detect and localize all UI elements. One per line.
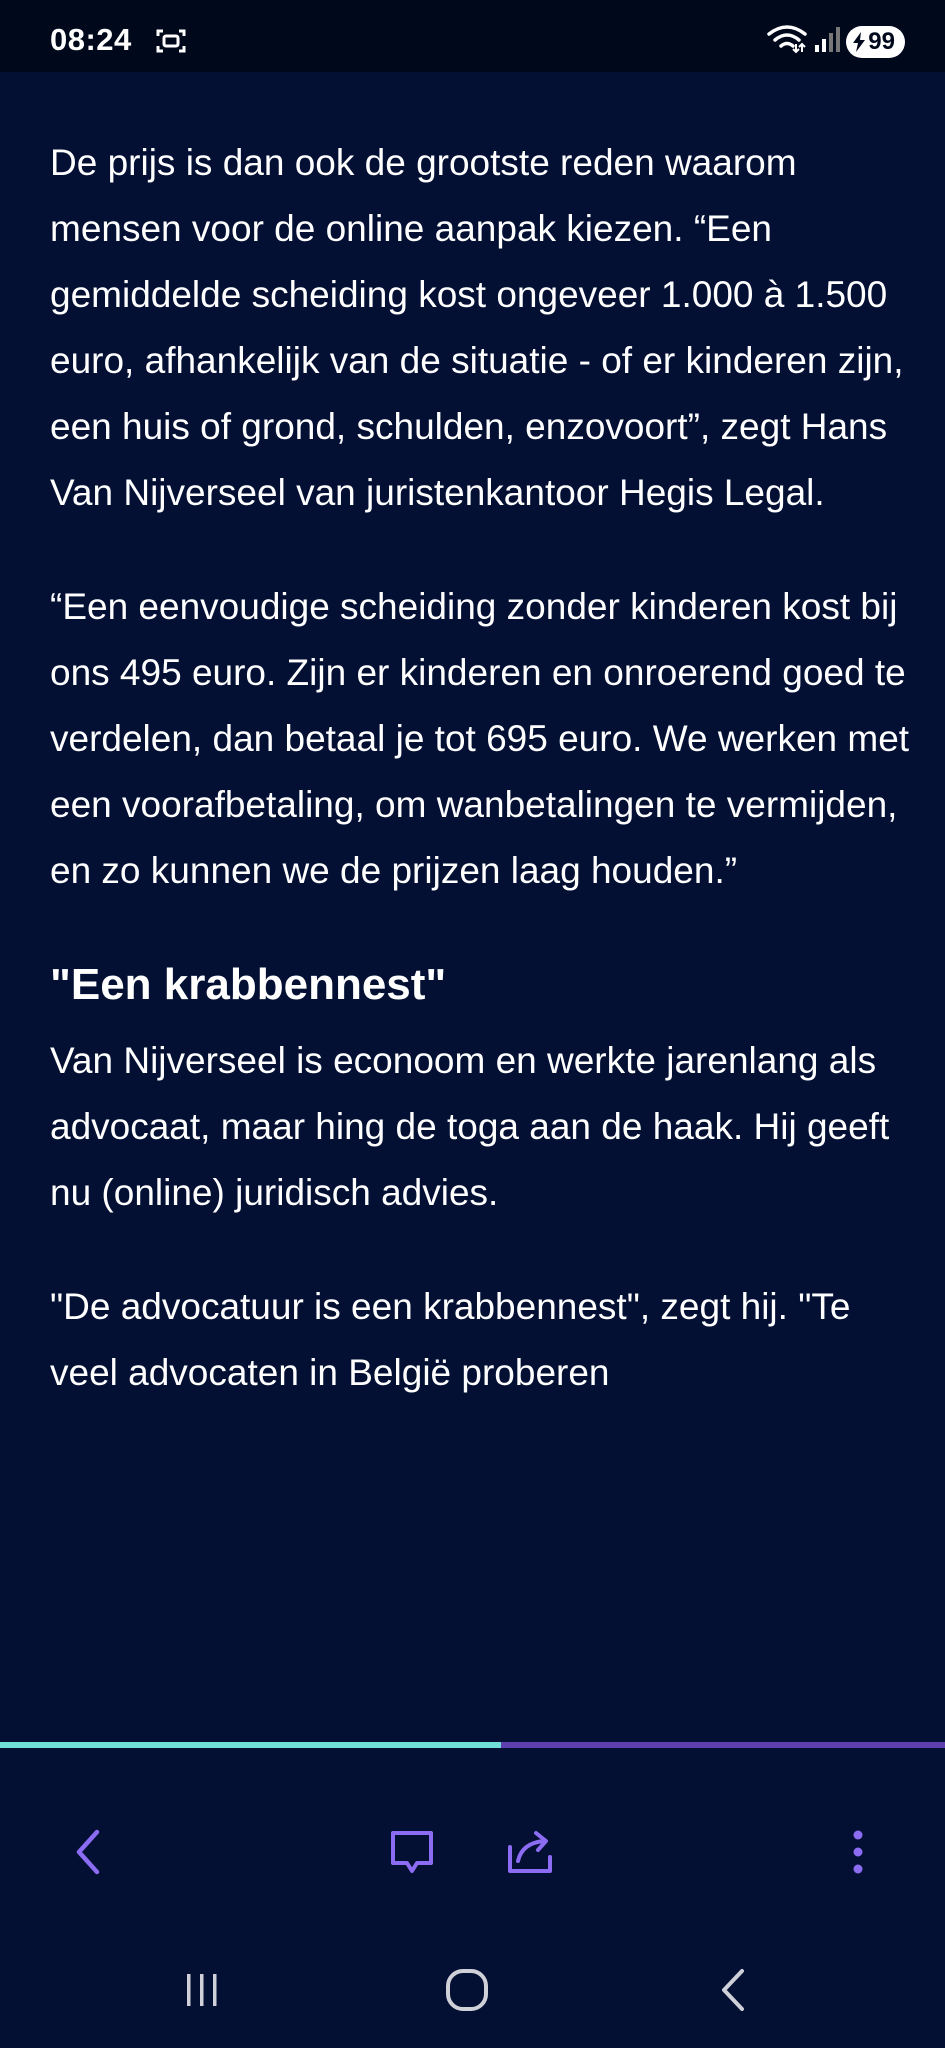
article-body xyxy=(50,130,910,1740)
article-toolbar xyxy=(0,1748,945,1928)
status-icons xyxy=(766,24,905,59)
back-nav-icon xyxy=(718,1967,748,2013)
home-icon xyxy=(444,1967,490,2013)
battery-indicator xyxy=(846,26,905,58)
status-bar xyxy=(0,0,945,72)
home-button[interactable] xyxy=(432,1955,502,2025)
screenshot-icon xyxy=(156,28,186,54)
comments-button[interactable] xyxy=(380,1820,444,1884)
share-button[interactable] xyxy=(498,1820,562,1884)
article-paragraph: De prijs is dan ook de grootste reden waarom mensen voor de online aanpak kiezen. “Een gemiddelde scheiding kost ongeveer 1.000 à 1.500 euro, afhankelijk van de situatie - of er kinderen zijn, een huis of grond, schulden, enzovoort”, zegt Hans Van Nijverseel van juristenkantoor Hegis Legal. xyxy=(50,142,904,513)
comment-icon xyxy=(387,1827,437,1877)
battery-charging-icon xyxy=(852,32,866,52)
article-subheading: "Een krabbennest" xyxy=(50,960,447,1009)
signal-icon xyxy=(814,25,840,58)
recent-apps-icon xyxy=(182,1970,222,2010)
more-options-button[interactable] xyxy=(826,1820,890,1884)
back-nav-button[interactable] xyxy=(698,1955,768,2025)
article-paragraph: "De advocatuur is een krabbennest", zegt hij. "Te veel advocaten in België proberen xyxy=(50,1286,851,1393)
share-icon xyxy=(504,1827,556,1877)
article-paragraph: “Een eenvoudige scheiding zonder kinderen kost bij ons 495 euro. Zijn er kinderen en onroerend goed te verdelen, dan betaal je tot 695 euro. We werken met een voorafbetaling, om wanbetalingen te vermijden, en zo kunnen we de prijzen laag houden.” xyxy=(50,586,910,891)
wifi-icon xyxy=(766,24,808,59)
article-paragraph: Van Nijverseel is econoom en werkte jarenlang als advocaat, maar hing de toga aan de haak. Hij geeft nu (online) juridisch advies. xyxy=(50,1040,890,1213)
status-time: 08:24 xyxy=(50,22,132,57)
more-options-icon xyxy=(852,1829,864,1875)
system-navigation-bar xyxy=(0,1928,945,2048)
back-button[interactable] xyxy=(56,1820,120,1884)
battery-level: 99 xyxy=(868,27,895,55)
back-icon xyxy=(73,1828,103,1876)
recent-apps-button[interactable] xyxy=(167,1955,237,2025)
